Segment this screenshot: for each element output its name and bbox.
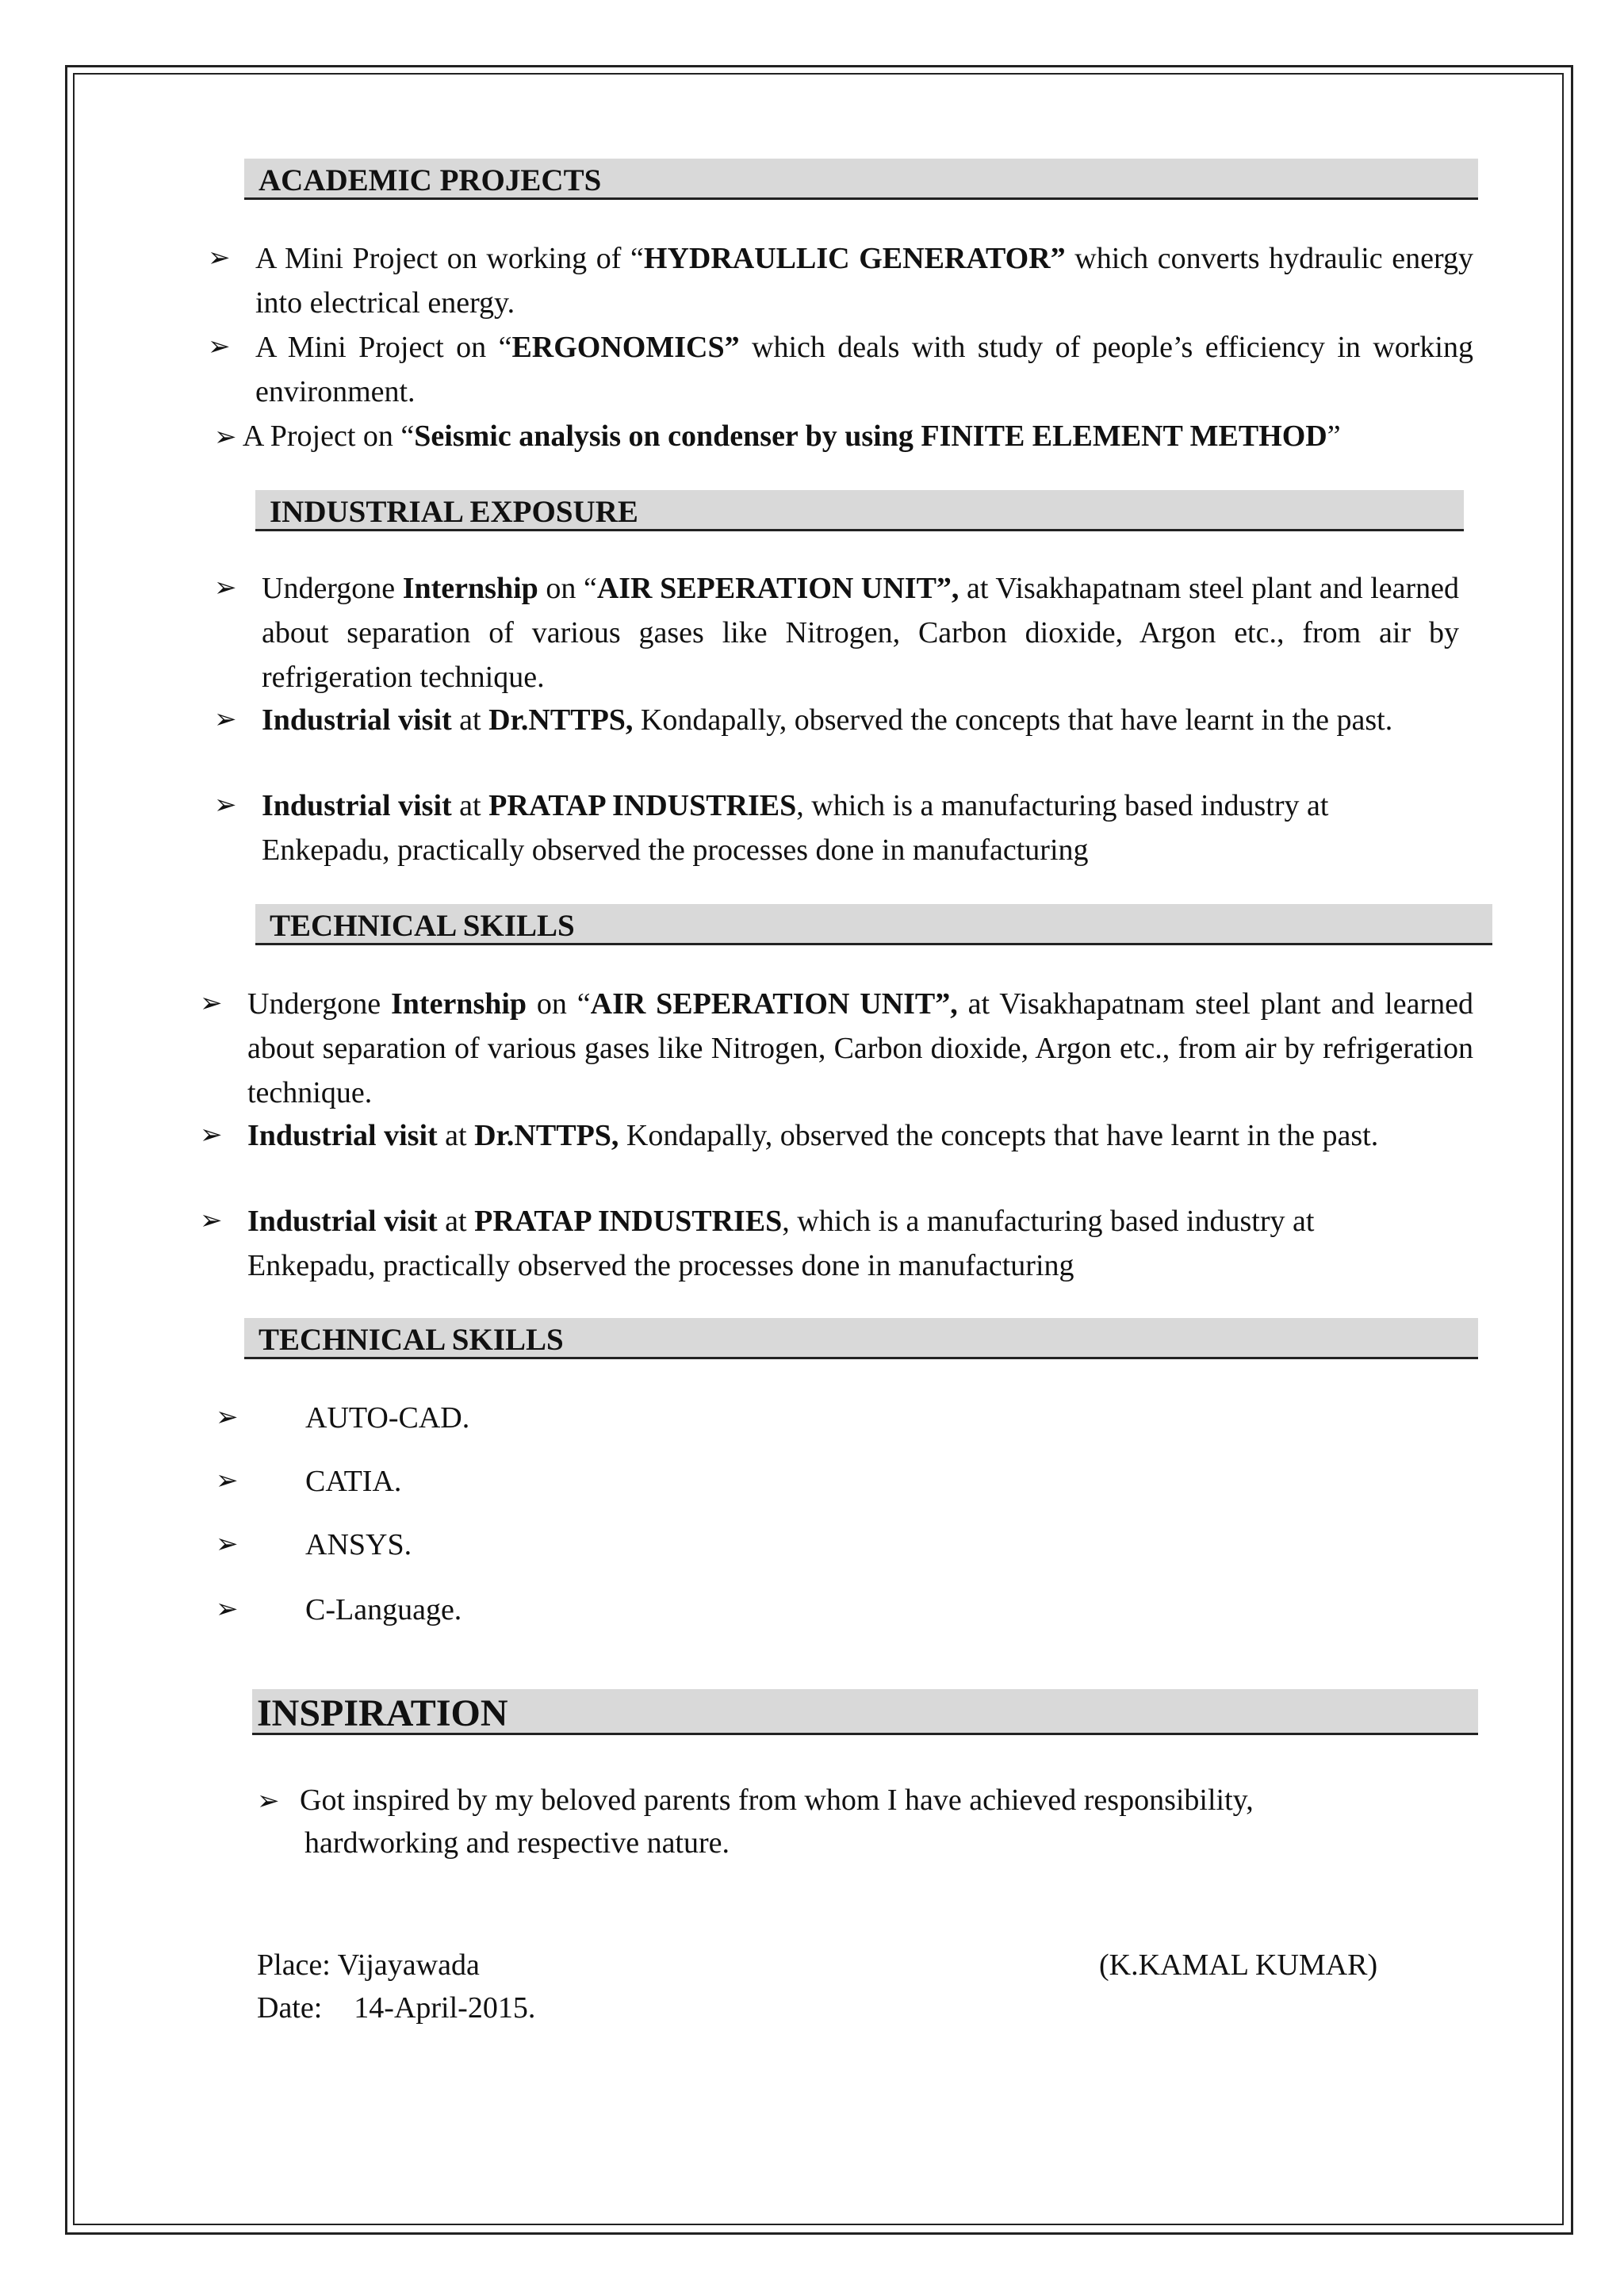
bullet-arrow-icon: ➢ xyxy=(216,1466,239,1496)
academic-item-seismic: ➢ A Project on “Seismic analysis on condenser by using FINITE ELEMENT METHOD” xyxy=(214,420,1341,453)
technical-item-pratap: ➢ Industrial visit at PRATAP INDUSTRIES, which is a manufacturing based industry at Enkepadu, practically observed the processes done in manufacturing xyxy=(200,1199,1484,1288)
industrial-item-internship: ➢ Undergone Internship on “AIR SEPERATION UNIT”, at Visakhapatnam steel plant and learned about separation of various gases like Nitrogen, Carbon dioxide, Argon etc., from air by refrigeration technique. xyxy=(214,566,1459,699)
bullet-arrow-icon: ➢ xyxy=(200,1206,223,1236)
bullet-arrow-icon: ➢ xyxy=(257,1787,280,1816)
bullet-arrow-icon: ➢ xyxy=(216,1530,239,1559)
inspiration-text-cont: hardworking and respective nature. xyxy=(304,1826,730,1860)
bullet-arrow-icon: ➢ xyxy=(214,791,237,820)
section-header-technical-skills: TECHNICAL SKILLS xyxy=(255,904,1492,945)
academic-item-hydraulic: ➢ A Mini Project on working of “HYDRAULLIC GENERATOR” which converts hydraulic energy into electrical energy. xyxy=(208,236,1473,325)
section-header-academic-projects: ACADEMIC PROJECTS xyxy=(244,159,1478,200)
bullet-arrow-icon: ➢ xyxy=(200,1121,223,1150)
bullet-arrow-icon: ➢ xyxy=(216,1595,239,1624)
academic-item-ergonomics: ➢ A Mini Project on “ERGONOMICS” which deals with study of people’s efficiency in working environment. xyxy=(208,325,1473,414)
bullet-arrow-icon: ➢ xyxy=(214,573,237,603)
section-header-inspiration: INSPIRATION xyxy=(252,1689,1478,1735)
bullet-arrow-icon: ➢ xyxy=(208,332,231,362)
footer-place: Place: Vijayawada xyxy=(257,1948,480,1982)
inspiration-text: ➢ Got inspired by my beloved parents from whom I have achieved responsibility, xyxy=(257,1784,1254,1817)
bullet-arrow-icon: ➢ xyxy=(216,1403,239,1432)
bullet-arrow-icon: ➢ xyxy=(200,989,223,1018)
technical-item-internship: ➢ Undergone Internship on “AIR SEPERATION UNIT”, at Visakhapatnam steel plant and learned about separation of various gases like Nitrogen, Carbon dioxide, Argon etc., from air by refrigeration technique. xyxy=(200,982,1473,1115)
bullet-arrow-icon: ➢ xyxy=(208,243,231,273)
footer-signature: (K.KAMAL KUMAR) xyxy=(1099,1948,1378,1982)
section-header-technical-skills-list: TECHNICAL SKILLS xyxy=(244,1318,1478,1359)
industrial-item-nttps: ➢ Industrial visit at Dr.NTTPS, Kondapally, observed the concepts that have learnt in the past. xyxy=(214,698,1459,742)
bullet-arrow-icon: ➢ xyxy=(214,705,237,734)
technical-item-nttps: ➢ Industrial visit at Dr.NTTPS, Kondapally, observed the concepts that have learnt in the past. xyxy=(200,1113,1473,1158)
section-header-industrial-exposure: INDUSTRIAL EXPOSURE xyxy=(255,490,1464,531)
bullet-arrow-icon: ➢ xyxy=(214,423,237,452)
footer-date: Date: 14-April-2015. xyxy=(257,1991,536,2025)
industrial-item-pratap: ➢ Industrial visit at PRATAP INDUSTRIES, which is a manufacturing based industry at Enkepadu, practically observed the processes done in manufacturing xyxy=(214,784,1483,872)
